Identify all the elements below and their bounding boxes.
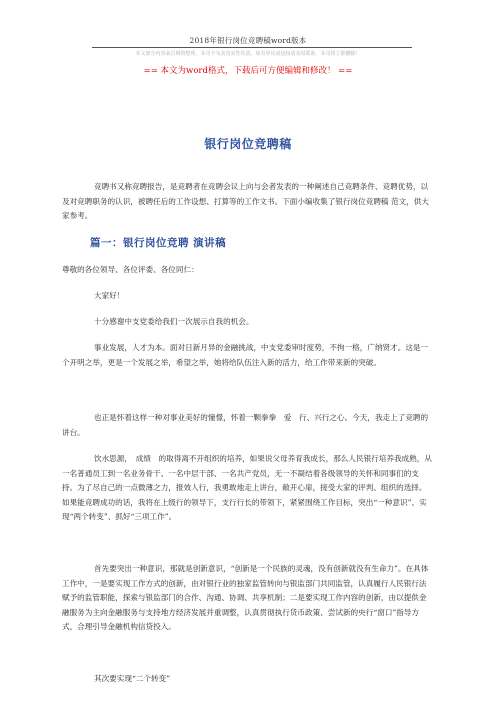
intro-paragraph: 竞聘书又称竞聘报告，是竞聘者在竞聘会议上向与会者发表的一种阐述自己竞聘条件、竞聘优势，以及对竞聘职务的认识，被聘任后的工作设想、打算等的工作文书。下面小编收集了银行岗位竞聘稿 范文，供大家参考。	[62, 182, 429, 220]
disclaimer-text: 本文部分内容来自网络整理，本司不为其真实性负责，如有异议或侵权请及时联系，本司将立即删除！	[135, 51, 361, 57]
section-heading: 篇一：银行岗位竞聘 演讲稿	[90, 237, 227, 249]
paragraph-aspiration: 也正是怀着这样一种对事业美好的憧憬，怀着一颗拳拳 爱 行、兴行之心。今天，我走上了竞聘的讲台。	[62, 413, 429, 437]
word-format-notice: == 本文为word格式，下载后可方便编辑和修改！ ==	[143, 66, 353, 76]
paragraph-two-changes: 其次要实现“二个转变”	[94, 674, 171, 683]
header-divider	[92, 47, 412, 48]
salutation: 尊敬的各位领导、各位评委、各位同仁：	[62, 265, 199, 274]
paragraph-thanks: 十分感谢中支党委给我们一次展示自我的机会。	[94, 317, 254, 326]
document-title: 银行岗位竞聘稿	[204, 137, 292, 151]
paragraph-talent: 事业发展，人才为本。面对日新月异的金融挑战，中支党委审时度势，不拘一格，广纳贤才。这是一个开明之举，更是一个发展之举，希望之举，她将给队伍注入新的活力，给工作带来新的突破。	[62, 343, 429, 367]
greeting: 大家好！	[94, 291, 125, 300]
paragraph-innovation: 首先要突出一种意识，那就是创新意识，“创新是一个民族的灵魂，没有创新就没有生命力”。在具体工作中，一是要实现工作方式的创新，由对银行业的独家监管转向与银监部门共同监管，认真履行人民银行法赋予的监管职能，探索与银监部门的合作、沟通、协调、共享机制；二是要实现工作内容的创新，由以提供金融服务为主向金融服务与支持地方经济发展并重调整，认真贯彻执行货币政策、尝试新的央行“窗口”指导方式，合理引导金融机构信贷投入。	[62, 564, 429, 631]
page-header-title: 2018年银行岗位竞聘稿word版本	[189, 36, 307, 45]
paragraph-gratitude: 饮水思源， 成绩 的取得离不开组织的培养，如果说父母养育我成长，那么人民银行培养我成熟，从一名普通员工到一名业务骨干、一名中层干部、一名共产党员，无一不凝结着各级领导的关怀和同事们的支持。为了尽自己的一点微薄之力，报效人行，我勇敢地走上讲台，敞开心扉，接受大家的评判、组织的选择。如果能竞聘成功的话，我将在上级行的领导下，支行行长的带领下，紧紧围绕工作目标，突出“一种意识”、实现“两个转变”、抓好“三项工作”。	[62, 454, 432, 521]
